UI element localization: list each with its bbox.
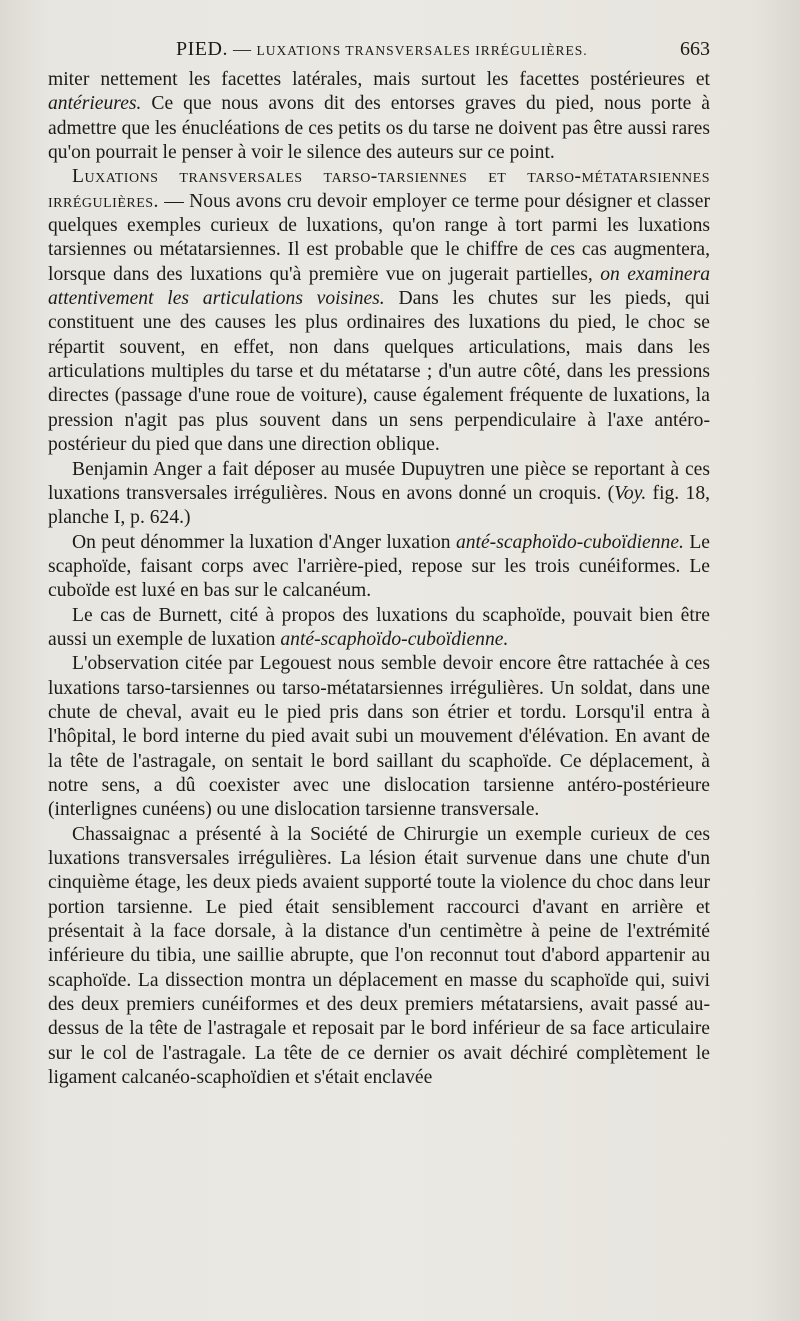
- paragraph-5-text-a: Le cas de Burnett, cité à propos des luxations du scaphoïde, pouvait bien être aussi un exemple de luxation: [48, 604, 710, 650]
- section-heading: Luxations transversales tarso-tarsiennes et tarso-métatarsiennes irrégulières.: [48, 166, 710, 212]
- paragraph-3-italic: Voy.: [614, 482, 647, 504]
- running-title: [176, 38, 588, 61]
- paragraph-6-text: L'observation citée par Legouest nous semble devoir encore être rattachée à ces luxations tarso-tarsiennes ou tarso-métatarsiennes irrégulières. Un soldat, dans une chute de cheval, avait eu le pied pris dans son étrier et tordu. Lorsqu'il entra à l'hôpital, le bord interne du pied avait subi un mouvement d'élévation. En avant de la tête de l'astragale, on sentait le bord saillant du scaphoïde. Ce déplacement, à notre sens, a dû coexister avec une dislocation tarsienne antéro-postérieure (interlignes cunéens) ou une dislocation tarsienne transversale.: [48, 653, 710, 821]
- running-header: [48, 38, 710, 68]
- paragraph-2: [48, 165, 710, 457]
- paragraph-5: [48, 604, 710, 653]
- paragraph-3: [48, 458, 710, 531]
- paragraph-6: [48, 652, 710, 822]
- paragraph-2-text-a: — Nous avons cru devoir employer ce terme pour désigner et classer quelques exemples curieux de luxations, qu'on range à tort parmi les luxations tarsiennes ou métatarsiennes. Il est probable que le chiffre de ces cas augmentera, lorsque dans des luxations qu'à première vue on jugerait partielles,: [48, 190, 710, 285]
- running-title-dash: —: [227, 39, 257, 59]
- page-number: 663: [680, 38, 710, 60]
- paragraph-2-italic: on examinera attentivement les articulations voisines.: [48, 263, 710, 310]
- paragraph-7: [48, 823, 710, 1091]
- paragraph-5-italic: anté-scaphoïdo-cuboïdienne.: [280, 628, 509, 650]
- paragraph-1-italic: antérieures.: [48, 93, 142, 115]
- paragraph-1-text-c: Ce que nous avons dit des entorses graves du pied, nous porte à admettre que les énucléations de ces petits os du tarse ne doivent pas être aussi rares qu'on pourrait le penser à voir le silence des auteurs sur ce point.: [48, 93, 710, 164]
- running-title-pied: PIED.: [176, 38, 228, 60]
- paragraph-2-text-c: Dans les chutes sur les pieds, qui constituent une des causes les plus ordinaires des luxations du pied, le choc se répartit souvent, en effet, non dans quelques articulations, mais dans les articulations multiples du tarse et du métatarse ; d'un autre côté, dans les pressions directes (passage d'une roue de voiture), cause également fréquente de luxations, la pression n'agit pas plus souvent dans un sens perpendiculaire à l'axe antéro-postérieur du pied que dans une direction oblique.: [48, 288, 711, 456]
- paragraph-3-text-a: Benjamin Anger a fait déposer au musée Dupuytren une pièce se reportant à ces luxations transversales irrégulières. Nous en avons donné un croquis. (: [48, 458, 710, 504]
- paragraph-4: [48, 531, 710, 604]
- paragraph-1-text-a: miter nettement les facettes latérales, mais surtout les facettes postérieures et: [48, 69, 710, 90]
- paragraph-4-text-a: On peut dénommer la luxation d'Anger luxation: [72, 531, 456, 553]
- paragraph-3-text-c: fig. 18, planche I, p. 624.): [48, 482, 711, 529]
- paragraph-7-text: Chassaignac a présenté à la Société de Chirurgie un exemple curieux de ces luxations transversales irrégulières. La lésion était survenue dans une chute d'un cinquième étage, les deux pieds avaient supporté toute la violence du choc dans leur portion tarsienne. Le pied était sensiblement raccourci d'avant en arrière et présentait à la face dorsale, à la distance d'un centimètre à peine de l'extrémité inférieure du tibia, une saillie abrupte, que l'on reconnut tout d'abord appartenir au scaphoïde. La dissection montra un déplacement en masse du scaphoïde qui, suivi des deux premiers cunéiformes et des deux premiers métatarsiens, avait passé au-dessus de la tête de l'astragale et reposait par le bord inférieur de sa face articulaire sur le col de l'astragale. La tête de ce dernier os avait déchiré complètement le ligament calcanéo-scaphoïdien et s'était enclavée: [48, 823, 710, 1089]
- body-text: [48, 68, 710, 1090]
- paragraph-4-italic: anté-scaphoïdo-cuboïdienne.: [455, 531, 684, 553]
- running-title-subtitle: LUXATIONS TRANSVERSALES IRRÉGULIÈRES.: [256, 43, 588, 58]
- paragraph-4-text-c: Le scaphoïde, faisant corps avec l'arrière-pied, repose sur les trois cunéiformes. Le cuboïde est luxé en bas sur le calcanéum.: [48, 531, 710, 602]
- paragraph-1: [48, 68, 710, 165]
